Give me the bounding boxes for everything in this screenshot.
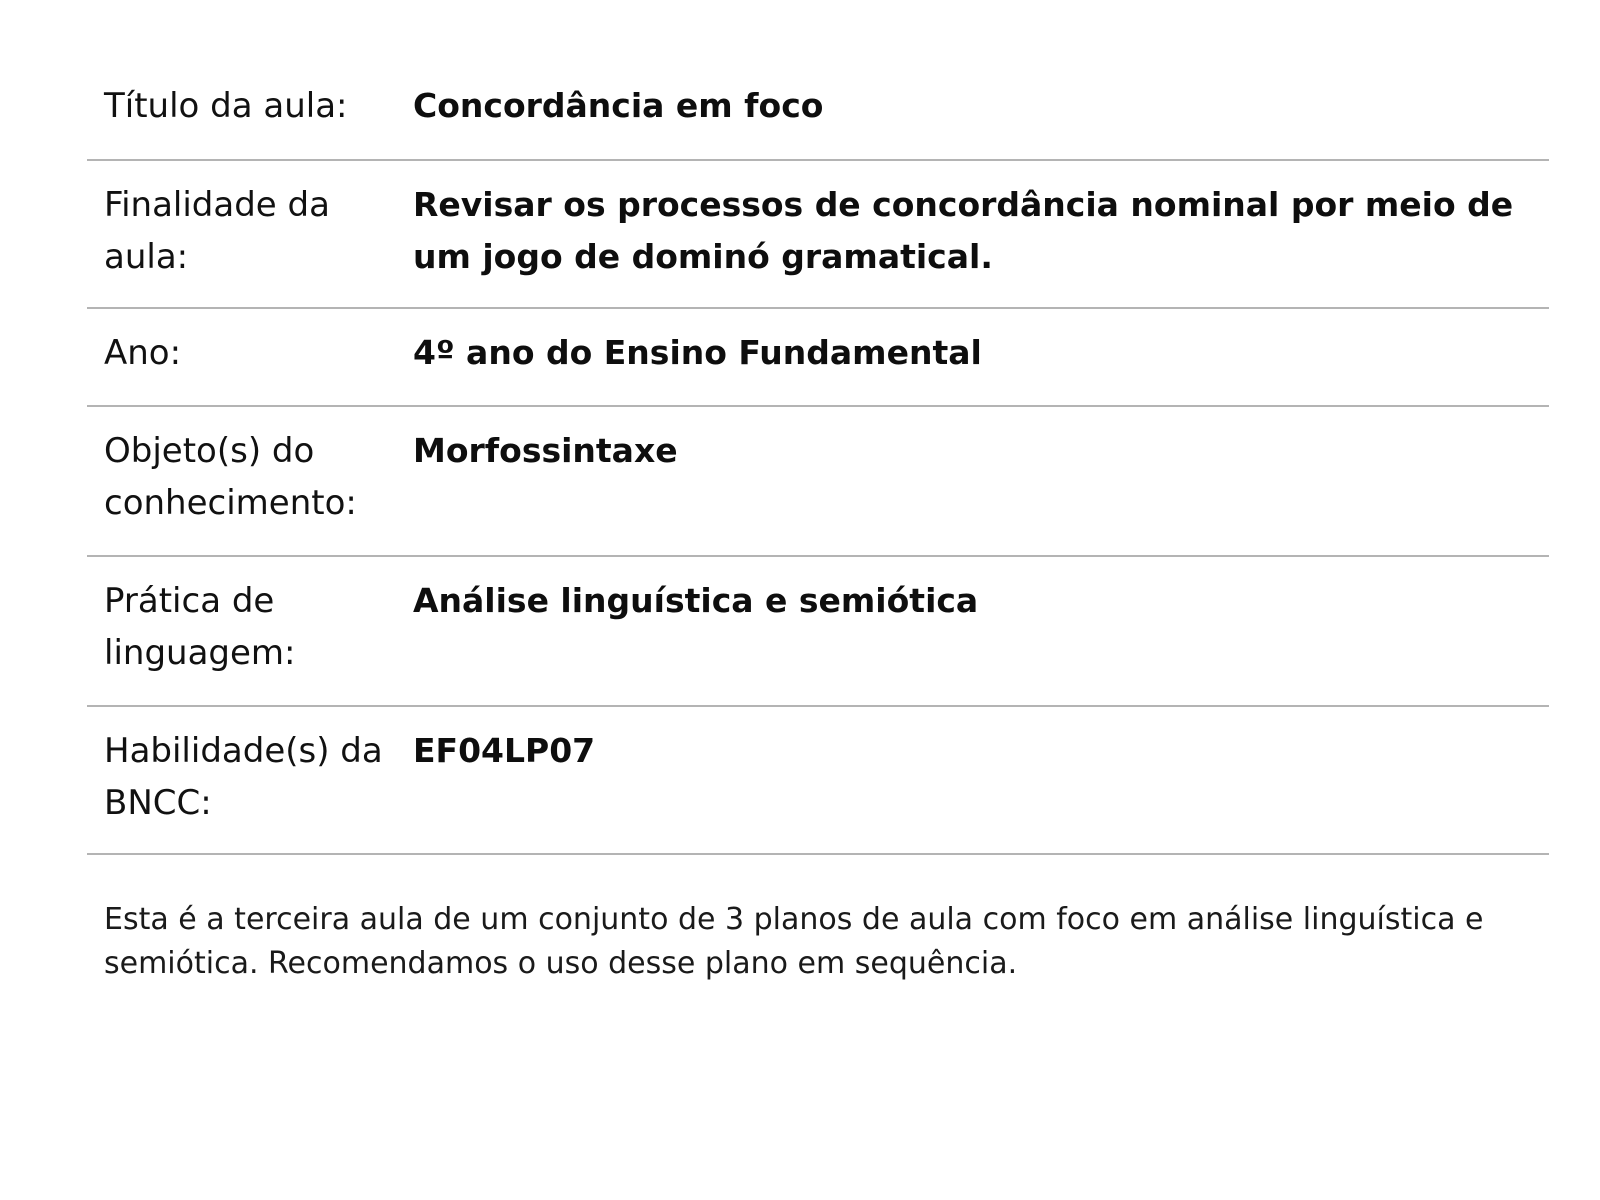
info-row-knowledge-object [87, 407, 1549, 557]
info-label-text: Finalidade da aula: [104, 185, 330, 277]
info-value: Morfossintaxe [413, 431, 678, 470]
info-row-bncc-skills [87, 707, 1549, 855]
info-row-purpose [87, 161, 1549, 309]
info-label [87, 179, 413, 307]
info-label: Ano: [104, 333, 182, 373]
info-value: 4º ano do Ensino Fundamental [413, 333, 982, 372]
info-label: Objeto(s) do conhecimento: [104, 431, 357, 523]
info-value: Concordância em foco [413, 86, 824, 125]
sequence-note: Esta é a terceira aula de um conjunto de 3 planos de aula com foco em análise linguística e semiótica. Recomendamos o uso desse plano em sequência. [104, 902, 1484, 981]
info-value: Revisar os processos de concordância nominal por meio de um jogo de dominó gramatical. [413, 185, 1514, 276]
info-label: Prática de linguagem: [104, 581, 296, 673]
info-value: Análise linguística e semiótica [413, 581, 979, 620]
lesson-info-table [87, 60, 1549, 855]
info-row-language-practice [87, 557, 1549, 707]
info-row-title [87, 60, 1549, 161]
info-label: Habilidade(s) da BNCC: [104, 731, 383, 823]
info-label: Título da aula: [104, 86, 348, 126]
info-row-year [87, 309, 1549, 407]
info-value: EF04LP07 [413, 731, 596, 770]
